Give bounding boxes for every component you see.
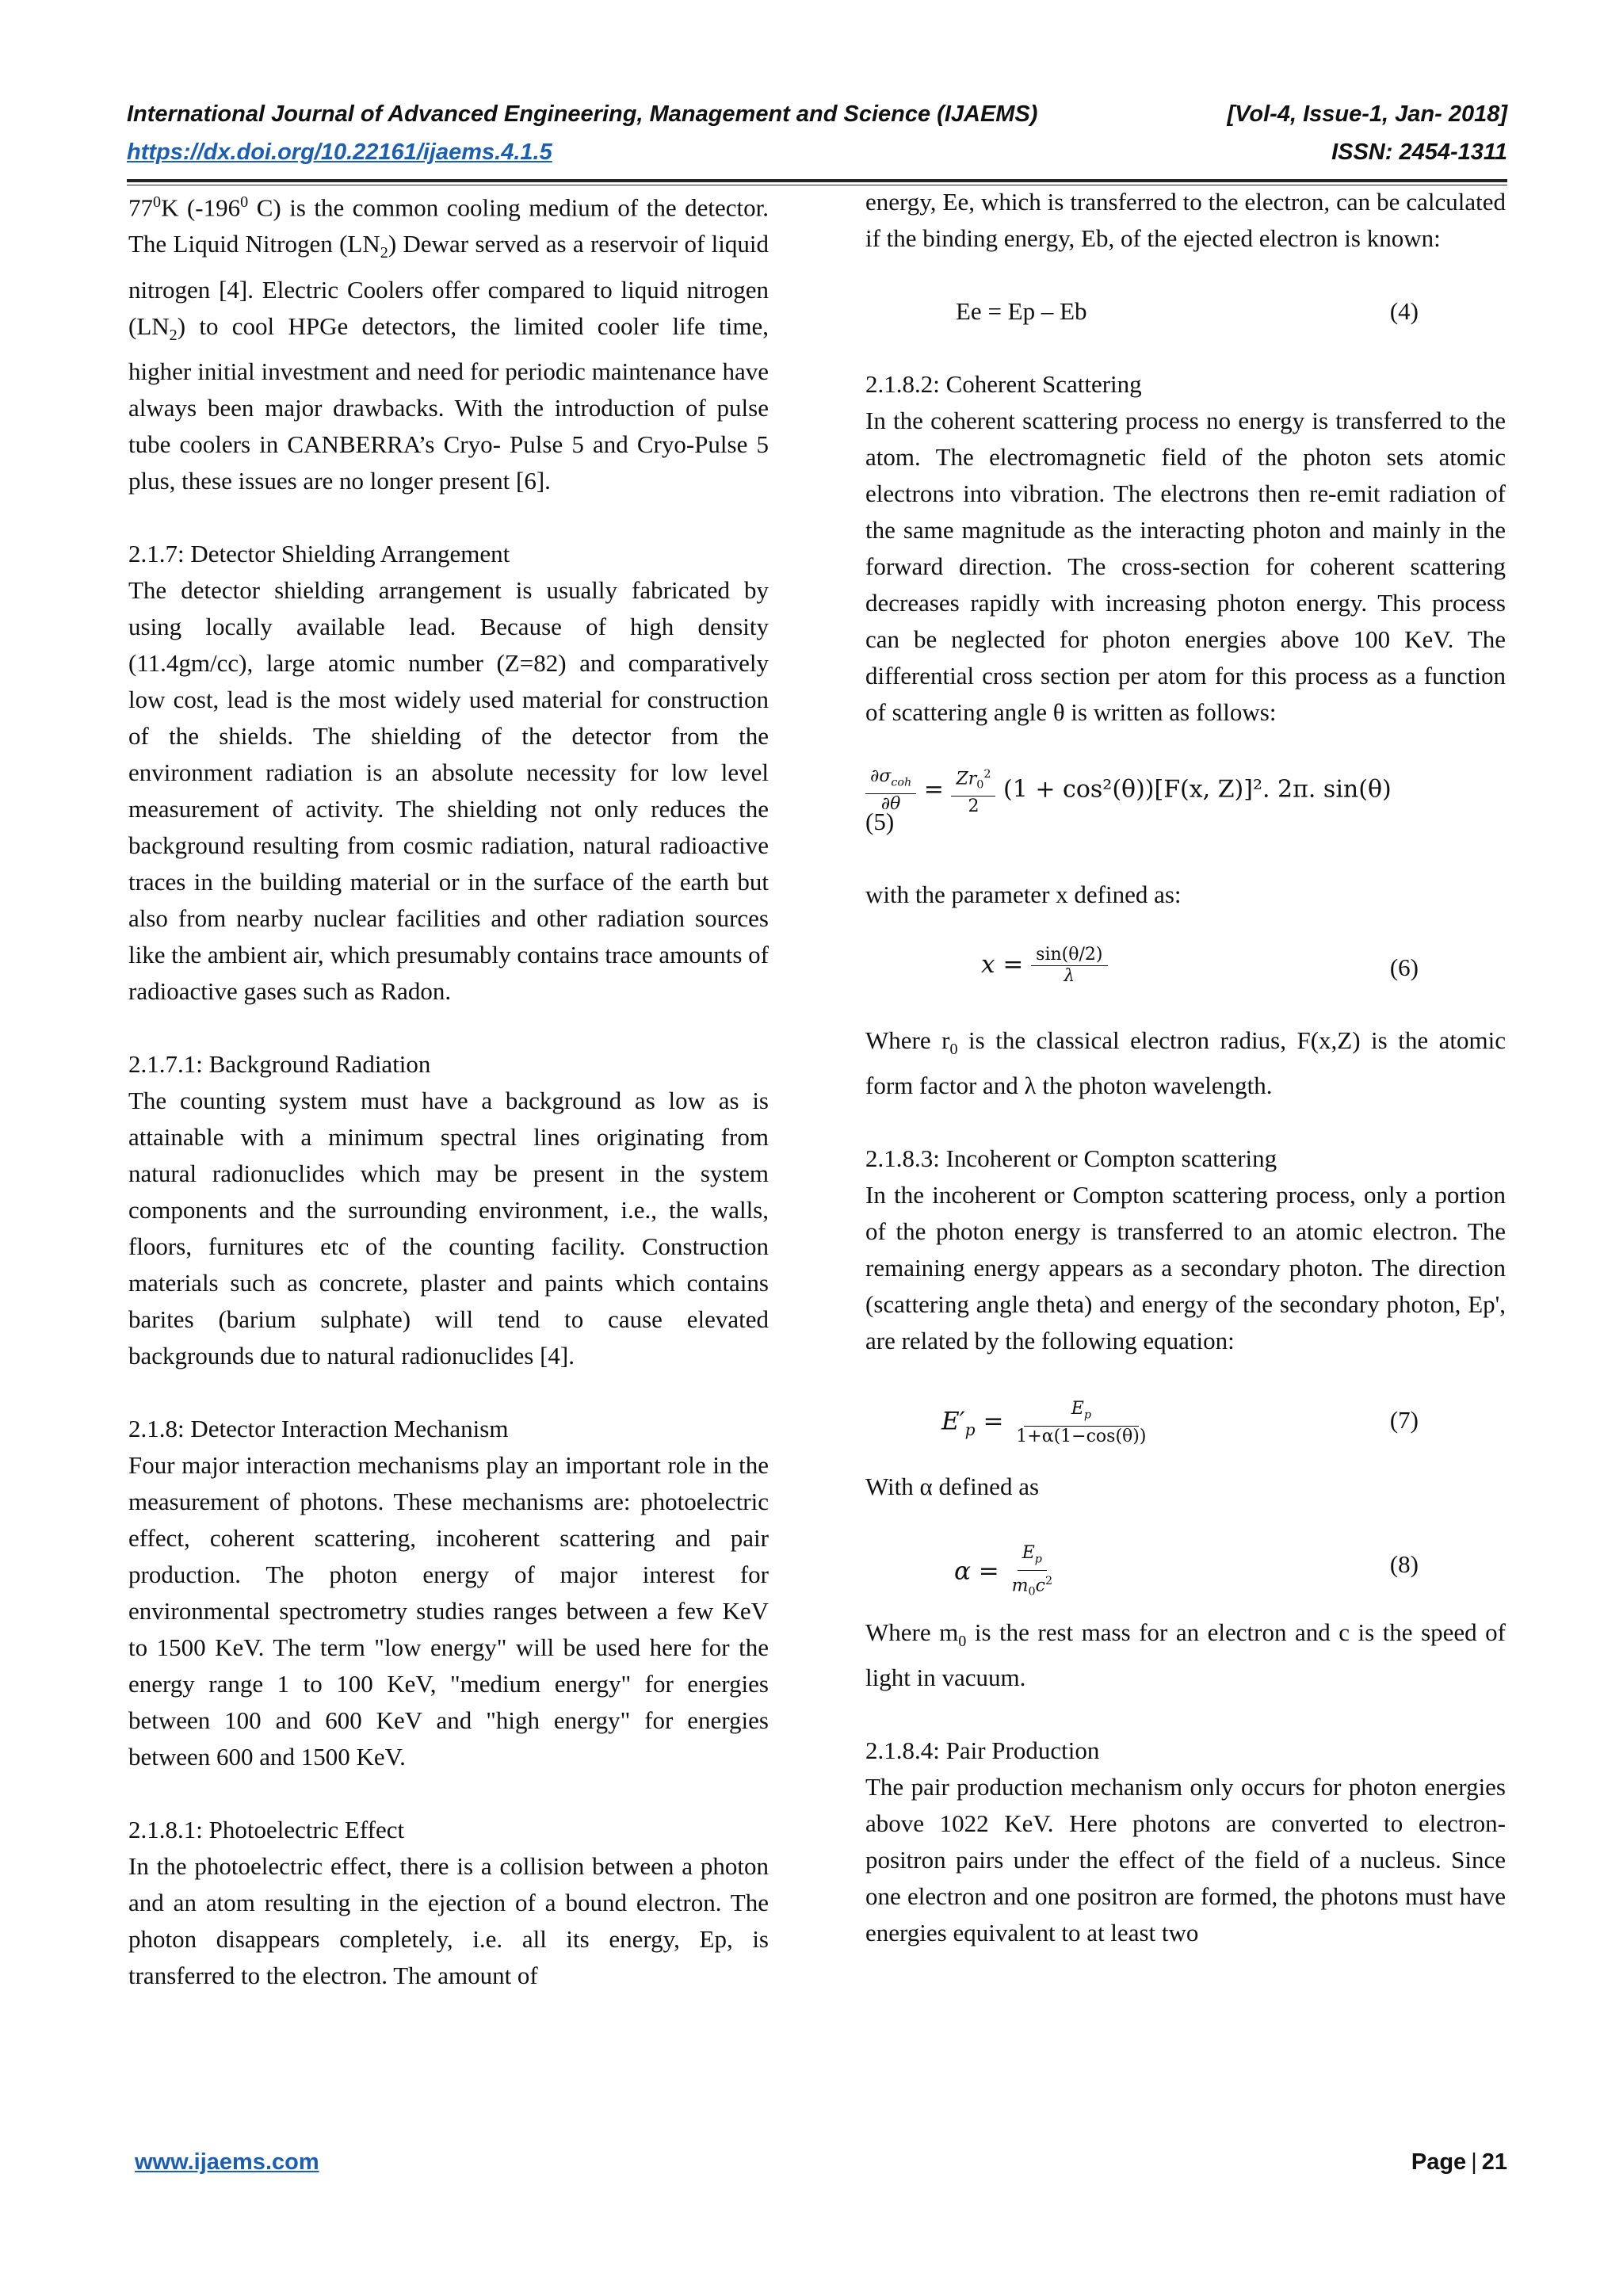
- heading-2-1-8-4: 2.1.8.4: Pair Production: [865, 1736, 1100, 1765]
- header-rule: [127, 179, 1507, 182]
- paragraph-where-r0: Where $r_0$ is the classical electron radius, F(x,Z) is the atomic form factor and λ the photon wavelength.: [865, 1026, 1506, 1100]
- paragraph-coherent: In the coherent scattering process no energy is transferred to the atom. The electromagnetic field of the photon sets atomic electrons into vibration. The electrons then re-emit radiation of the same magnitude as the interacting photon and mainly in the forward direction. The cross-section for coherent scattering decreases rapidly with increasing photon energy. This process can be neglected for photon energies above 100 KeV. The differential cross section per atom for this process as a function of scattering angle θ is written as follows:: [865, 407, 1506, 726]
- equation-8: α = $\frac{E_p}{m_0c^2}$ (8): [954, 1543, 1419, 1599]
- paragraph-shielding: The detector shielding arrangement is usually fabricated by using locally available lead. Because of high density (11.4gm/cc), large atomic number (Z=82) and comparatively low cost, lead is the most widely used material for construction of the shields. The shielding of the detector from the environment radiation is an absolute necessity for low level measurement of activity. The shielding not only reduces the background resulting from cosmic radiation, natural radioactive traces in the building material or in the surface of the earth but also from nearby nuclear facilities and other radiation sources like the ambient air, which presumably contains trace amounts of radioactive gases such as Radon.: [128, 575, 769, 1005]
- paragraph-compton: In the incoherent or Compton scattering process, only a portion of the photon energy is transferred to an atomic electron. The remaining energy appears as a secondary photon. The direction (scattering angle theta) and energy of the secondary photon, Ep', are related by the following equation:: [865, 1181, 1506, 1355]
- heading-2-1-7: 2.1.7: Detector Shielding Arrangement: [128, 539, 510, 567]
- website-link[interactable]: www.ijaems.com: [135, 2149, 319, 2175]
- paragraph-interaction: Four major interaction mechanisms play an important role in the measurement of photons. These mechanisms are: photoelectric effect, coherent scattering, incoherent scattering and pair production. The photon energy of major interest for environmental spectrometry studies ranges between a few KeV to 1500 KeV. The term "low energy" will be used here for the energy range 1 to 100 KeV, "medium energy" for energies between 100 and 600 KeV and "high energy" for energies between 600 and 1500 KeV.: [128, 1450, 769, 1771]
- volume-info: [Vol-4, Issue-1, Jan- 2018]: [1227, 101, 1507, 127]
- heading-2-1-8: 2.1.8: Detector Interaction Mechanism: [128, 1414, 509, 1442]
- paragraph-photoelectric: In the photoelectric effect, there is a collision between a photon and an atom resulting in the ejection of a bound electron. The photon disappears completely, i.e. all its energy, Ep, is transferred to the electron. The amount of: [128, 1851, 769, 1989]
- heading-2-1-8-2: 2.1.8.2: Coherent Scattering: [865, 370, 1142, 398]
- doi-link[interactable]: https://dx.doi.org/10.22161/ijaems.4.1.5: [127, 139, 552, 165]
- paragraph-cooling: $77^0K$ ($-196^0$ C) is the common cooling medium of the detector. The Liquid Nitrogen $(LN_2)$ Dewar served as a reservoir of liquid nitrogen [4]. Electric Coolers offer compared to liquid nitrogen $(LN_2)$ to cool HPGe detectors, the limited cooler life time, higher initial investment and need for periodic maintenance have always been major drawbacks. With the introduction of pulse tube coolers in CANBERRA’s Cryo- Pulse 5 and Cryo-Pulse 5 plus, these issues are no longer present [6].: [128, 193, 769, 495]
- page-footer: [127, 2149, 1507, 2176]
- issn: ISSN: 2454-1311: [1331, 139, 1507, 165]
- heading-2-1-8-3: 2.1.8.3: Incoherent or Compton scattering: [865, 1144, 1277, 1173]
- paragraph-background: The counting system must have a background as low as is attainable with a minimum spectral lines originating from natural radionuclides which may be present in the system components and the surrounding environment, i.e., the walls, floors, furnitures etc of the counting facility. Construction materials such as concrete, plaster and paints which contains barites (barium sulphate) will tend to cause elevated backgrounds due to natural radionuclides [4].: [128, 1086, 769, 1370]
- equation-7: $E'_p$ = $\frac{E_p}{1+\alpha(1-\cos(\theta))}$ (7): [941, 1399, 1419, 1446]
- left-column: [128, 184, 769, 1994]
- equation-6: x = $\frac{\sin(\theta/2)}{\lambda}$ (6): [981, 945, 1419, 986]
- paragraph-where-m0: Where $m_0$ is the rest mass for an electron and c is the speed of light in vacuum.: [865, 1618, 1507, 1692]
- equation-5-number: (5): [865, 808, 895, 835]
- paragraph-alpha-def: With α defined as: [865, 1473, 1040, 1501]
- equation-4: Ee = Ep – Eb (4): [956, 297, 1419, 325]
- heading-2-1-8-1: 2.1.8.1: Photoelectric Effect: [128, 1815, 405, 1843]
- equation-5: $\frac{\partial\sigma_{coh}}{\partial\theta}$ = $\frac{Zr_0^2}{2}$ (1 + cos²(θ))[F(x, Z)]². 2π. sin(θ): [865, 767, 1506, 804]
- page-number: Page | 21: [1411, 2149, 1507, 2175]
- paragraph-x-def: with the parameter x defined as:: [865, 881, 1182, 908]
- right-column: [865, 184, 1506, 1951]
- heading-2-1-7-1: 2.1.7.1: Background Radiation: [128, 1049, 431, 1078]
- paragraph-energy: energy, Ee, which is transferred to the electron, can be calculated if the binding energy, Eb, of the ejected electron is known:: [865, 188, 1506, 252]
- journal-title: International Journal of Advanced Engineering, Management and Science (IJAEMS): [127, 101, 1038, 127]
- paragraph-pair-production: The pair production mechanism only occurs for photon energies above 1022 KeV. Here photons are converted to electron-positron pairs under the effect of the field of a nucleus. Since one electron and one positron are formed, the photons must have energies equivalent to at least two: [865, 1773, 1506, 1947]
